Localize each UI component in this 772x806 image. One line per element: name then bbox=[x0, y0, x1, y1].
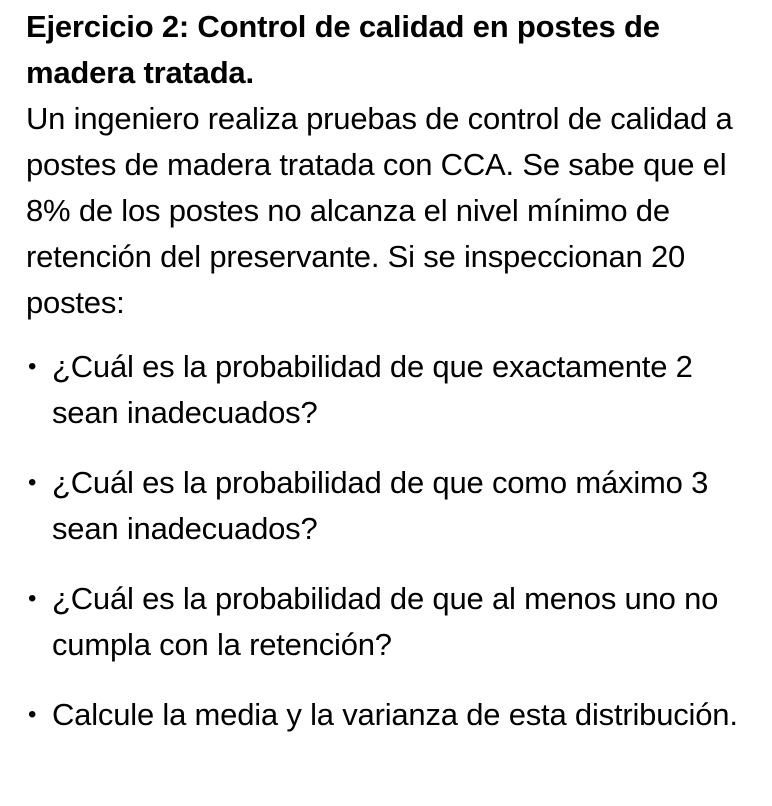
exercise-statement: Un ingeniero realiza pruebas de control de calidad a postes de madera tratada con CCA. Se sabe que el 8% de los postes no alcanza el nivel mínimo de retención del preservante. Si se inspeccionan 20 postes: bbox=[26, 101, 733, 320]
bullet-icon: • bbox=[28, 701, 37, 728]
question-text: Calcule la media y la varianza de esta distribución. bbox=[52, 697, 738, 732]
question-item bbox=[26, 576, 758, 668]
question-item bbox=[26, 344, 758, 436]
question-text: ¿Cuál es la probabilidad de que exactamente 2 sean inadecuados? bbox=[52, 349, 693, 430]
bullet-icon: • bbox=[28, 353, 37, 380]
bullet-icon: • bbox=[28, 585, 37, 612]
question-text: ¿Cuál es la probabilidad de que al menos uno no cumpla con la retención? bbox=[52, 581, 719, 662]
question-text: ¿Cuál es la probabilidad de que como máximo 3 sean inadecuados? bbox=[52, 465, 709, 546]
question-list bbox=[26, 344, 758, 738]
exercise-title: Ejercicio 2: Control de calidad en postes de madera tratada. bbox=[26, 9, 660, 90]
question-item bbox=[26, 692, 758, 738]
question-item bbox=[26, 460, 758, 552]
bullet-icon: • bbox=[28, 469, 37, 496]
